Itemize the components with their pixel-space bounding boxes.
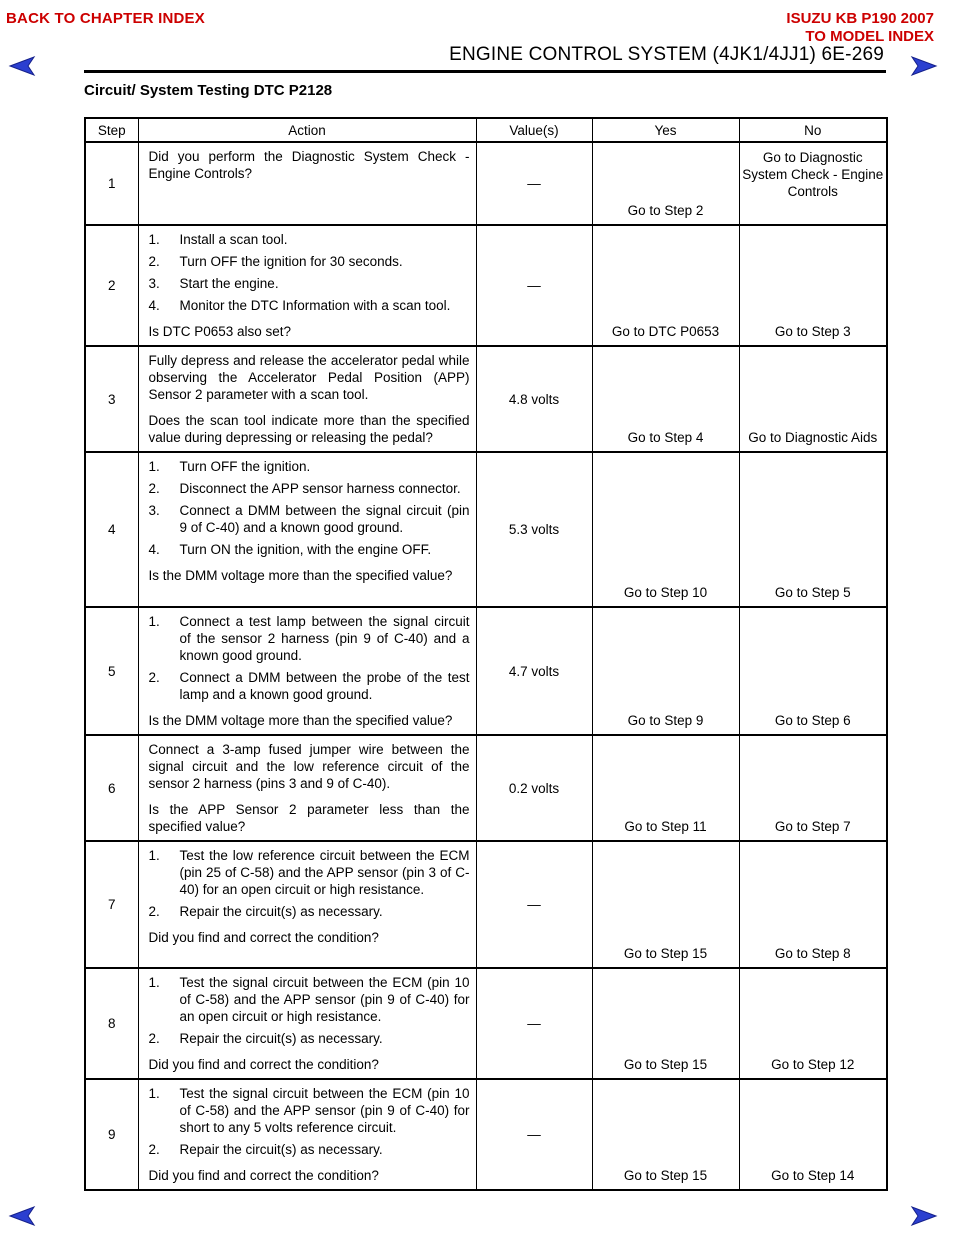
yes-cell: Go to Step 9 <box>592 607 739 735</box>
list-item: 2. Connect a DMM between the probe of the test lamp and a known good ground. <box>148 670 470 702</box>
list-item: 2. Repair the circuit(s) as necessary. <box>148 1142 383 1157</box>
no-cell: Go to Step 7 <box>739 735 887 841</box>
list-item: 2. Turn OFF the ignition for 30 seconds. <box>148 254 403 269</box>
action-question: Is the DMM voltage more than the specified value? <box>148 713 453 728</box>
yes-cell: Go to Step 2 <box>592 142 739 225</box>
value-cell: — <box>476 1079 592 1190</box>
action-cell <box>138 968 476 1079</box>
value-cell: 4.8 volts <box>476 346 592 452</box>
action-question: Does the scan tool indicate more than the specified value during depressing or releasing the pedal? <box>148 413 470 445</box>
action-steps-list <box>149 231 470 314</box>
header-yes: Yes <box>592 118 739 142</box>
value-cell: — <box>476 225 592 346</box>
yes-cell: Go to Step 15 <box>592 968 739 1079</box>
action-question: Did you find and correct the condition? <box>148 1168 379 1183</box>
action-steps-list <box>149 847 470 920</box>
list-item: 1. Test the low reference circuit between the ECM (pin 25 of C-58) and the APP sensor (pin 3 of C-40) for an open circuit or high resistance. <box>148 848 470 897</box>
yes-cell: Go to Step 11 <box>592 735 739 841</box>
action-cell <box>138 1079 476 1190</box>
value-cell: — <box>476 142 592 225</box>
yes-cell: Go to DTC P0653 <box>592 225 739 346</box>
step-number: 5 <box>85 607 138 735</box>
header-no: No <box>739 118 887 142</box>
list-item: 1. Test the signal circuit between the ECM (pin 10 of C-58) and the APP sensor (pin 9 of C-40) for short to any 5 volts reference circuit. <box>148 1086 470 1135</box>
action-cell <box>138 841 476 968</box>
table-row <box>85 735 887 841</box>
no-cell: Go to Step 6 <box>739 607 887 735</box>
section-title: Circuit/ System Testing DTC P2128 <box>84 82 333 99</box>
list-item: 1. Connect a test lamp between the signal circuit of the sensor 2 harness (pin 9 of C-40) and a known good ground. <box>148 614 470 663</box>
list-item: 3. Connect a DMM between the signal circuit (pin 9 of C-40) and a known good ground. <box>148 503 470 535</box>
action-steps-list <box>149 613 470 703</box>
action-question: Did you find and correct the condition? <box>148 1057 379 1072</box>
value-cell: — <box>476 968 592 1079</box>
table-row <box>85 346 887 452</box>
diagnostic-table <box>84 117 888 1191</box>
yes-cell: Go to Step 10 <box>592 452 739 607</box>
step-number: 6 <box>85 735 138 841</box>
list-item: 2. Repair the circuit(s) as necessary. <box>148 1031 383 1046</box>
action-steps-list <box>149 458 470 558</box>
no-cell: Go to Step 12 <box>739 968 887 1079</box>
no-cell: Go to Step 3 <box>739 225 887 346</box>
step-number: 2 <box>85 225 138 346</box>
yes-cell: Go to Step 4 <box>592 346 739 452</box>
header-rule <box>84 70 886 73</box>
action-steps-list <box>149 1085 470 1158</box>
action-cell <box>138 452 476 607</box>
table-row <box>85 225 887 346</box>
value-cell: — <box>476 841 592 968</box>
list-item: 2. Repair the circuit(s) as necessary. <box>148 904 383 919</box>
action-text: Did you perform the Diagnostic System Check - Engine Controls? <box>148 149 470 181</box>
action-cell <box>138 607 476 735</box>
table-row <box>85 607 887 735</box>
table-header-row <box>85 118 887 142</box>
header-values: Value(s) <box>476 118 592 142</box>
action-cell <box>138 735 476 841</box>
model-index-link[interactable] <box>786 10 934 46</box>
no-cell: Go to Step 8 <box>739 841 887 968</box>
step-number: 4 <box>85 452 138 607</box>
step-number: 8 <box>85 968 138 1079</box>
next-page-bottom-arrow-icon[interactable] <box>910 1205 938 1227</box>
action-question: Is DTC P0653 also set? <box>148 324 292 339</box>
action-text: Fully depress and release the accelerator pedal while observing the Accelerator Pedal Position (APP) Sensor 2 parameter with a scan tool. <box>148 353 470 402</box>
no-cell: Go to Diagnostic System Check - Engine Controls <box>739 142 887 225</box>
step-number: 1 <box>85 142 138 225</box>
yes-cell: Go to Step 15 <box>592 841 739 968</box>
step-number: 9 <box>85 1079 138 1190</box>
action-question: Is the DMM voltage more than the specified value? <box>148 568 453 583</box>
prev-page-arrow-icon[interactable] <box>8 55 36 77</box>
header-action: Action <box>138 118 476 142</box>
action-steps-list <box>149 974 470 1047</box>
list-item: 3. Start the engine. <box>148 276 279 291</box>
value-cell: 0.2 volts <box>476 735 592 841</box>
model-title[interactable]: ISUZU KB P190 2007 <box>786 10 934 27</box>
list-item: 2. Disconnect the APP sensor harness connector. <box>148 481 461 496</box>
table-row <box>85 452 887 607</box>
step-number: 3 <box>85 346 138 452</box>
action-cell <box>138 142 476 225</box>
next-page-arrow-icon[interactable] <box>910 55 938 77</box>
list-item: 1. Test the signal circuit between the ECM (pin 10 of C-58) and the APP sensor (pin 9 of C-40) for an open circuit or high resistance. <box>148 975 470 1024</box>
table-row <box>85 142 887 225</box>
value-cell: 5.3 volts <box>476 452 592 607</box>
list-item: 4. Monitor the DTC Information with a scan tool. <box>148 298 451 313</box>
table-row <box>85 968 887 1079</box>
action-cell <box>138 346 476 452</box>
prev-page-bottom-arrow-icon[interactable] <box>8 1205 36 1227</box>
back-to-chapter-link[interactable]: BACK TO CHAPTER INDEX <box>6 10 205 27</box>
list-item: 1. Turn OFF the ignition. <box>148 459 311 474</box>
no-cell: Go to Step 14 <box>739 1079 887 1190</box>
action-question: Is the APP Sensor 2 parameter less than the specified value? <box>148 802 470 834</box>
model-index-label[interactable]: TO MODEL INDEX <box>805 28 934 45</box>
step-number: 7 <box>85 841 138 968</box>
action-cell <box>138 225 476 346</box>
list-item: 4. Turn ON the ignition, with the engine OFF. <box>148 542 432 557</box>
no-cell: Go to Step 5 <box>739 452 887 607</box>
list-item: 1. Install a scan tool. <box>148 232 288 247</box>
yes-cell: Go to Step 15 <box>592 1079 739 1190</box>
table-row <box>85 1079 887 1190</box>
table-row <box>85 841 887 968</box>
header-step: Step <box>85 118 138 142</box>
value-cell: 4.7 volts <box>476 607 592 735</box>
no-cell: Go to Diagnostic Aids <box>739 346 887 452</box>
page-header-title: ENGINE CONTROL SYSTEM (4JK1/4JJ1) 6E-269 <box>449 44 884 65</box>
action-question: Did you find and correct the condition? <box>148 930 379 945</box>
action-text: Connect a 3-amp fused jumper wire between the signal circuit and the low reference circuit of the sensor 2 harness (pins 3 and 9 of C-40). <box>148 742 470 791</box>
